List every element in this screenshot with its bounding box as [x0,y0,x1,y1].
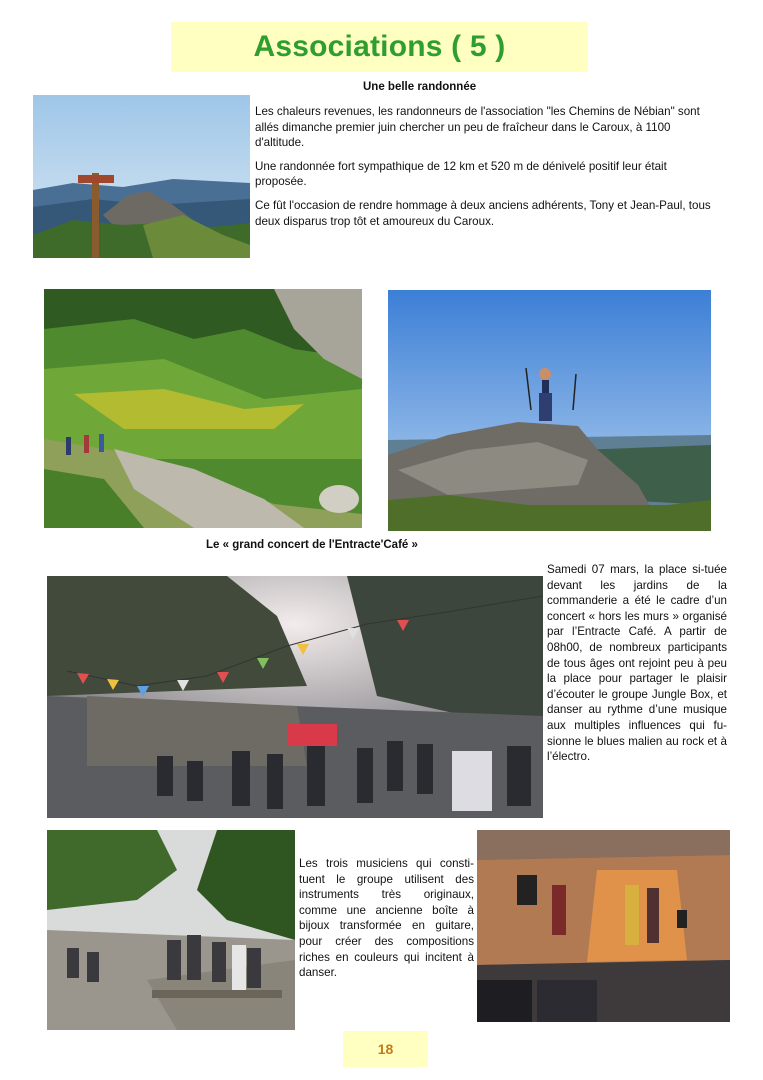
article2-paragraph: Les trois musiciens qui consti-tuent le groupe utilisent des instruments très originaux, comme une ancienne boîte à bijoux transformée en guitare, pour créer des compositions riches en couleurs qui incitent à danser. [299,857,474,980]
band-stage-photo [477,830,730,1022]
hikers-hillside-photo [44,289,362,528]
audience-square-photo [47,830,295,1030]
page-title: Associations ( 5 ) [253,30,506,63]
article1-paragraph: Ce fût l'occasion de rendre hommage à deux anciens adhérents, Tony et Jean-Paul, tous deux disparus trop tôt et amoureux du Caroux. [255,198,711,228]
article1-heading: Une belle randonnée [363,81,477,93]
signpost-photo [33,95,250,258]
page-number: 18 [343,1031,428,1067]
article1-text [255,104,715,237]
article2-heading: Le « grand concert de l'Entracte'Café » [206,539,418,551]
page-title-box [171,22,588,72]
article1-paragraph: Les chaleurs revenues, les randonneurs de l'association "les Chemins de Nébian" sont allés dimanche premier juin chercher un peu de fraîcheur dans le Caroux, à 1100 d'altitude. [255,105,700,150]
concert-square-photo [47,576,543,818]
article2-text-2 [299,856,474,989]
article1-paragraph: Une randonnée fort sympathique de 12 km et 520 m de dénivelé positif leur était proposée. [255,159,667,189]
hiker-on-rock-photo [388,290,711,531]
article2-paragraph: Samedi 07 mars, la place si-tuée devant les jardins de la commanderie a été le cadre d’un concert « hors les murs » organisé par l’Entracte Café. A partir de 08h00, de nombreux participants de tous âges ont rejoint peu à peu la place pour partager le plaisir d’écouter le groupe Jungle Box, et danser au rythme d’une musique aux multiples influences qui fu-sionne le blues malien au rock et à l’électro. [547,563,727,764]
article2-text [547,562,727,773]
